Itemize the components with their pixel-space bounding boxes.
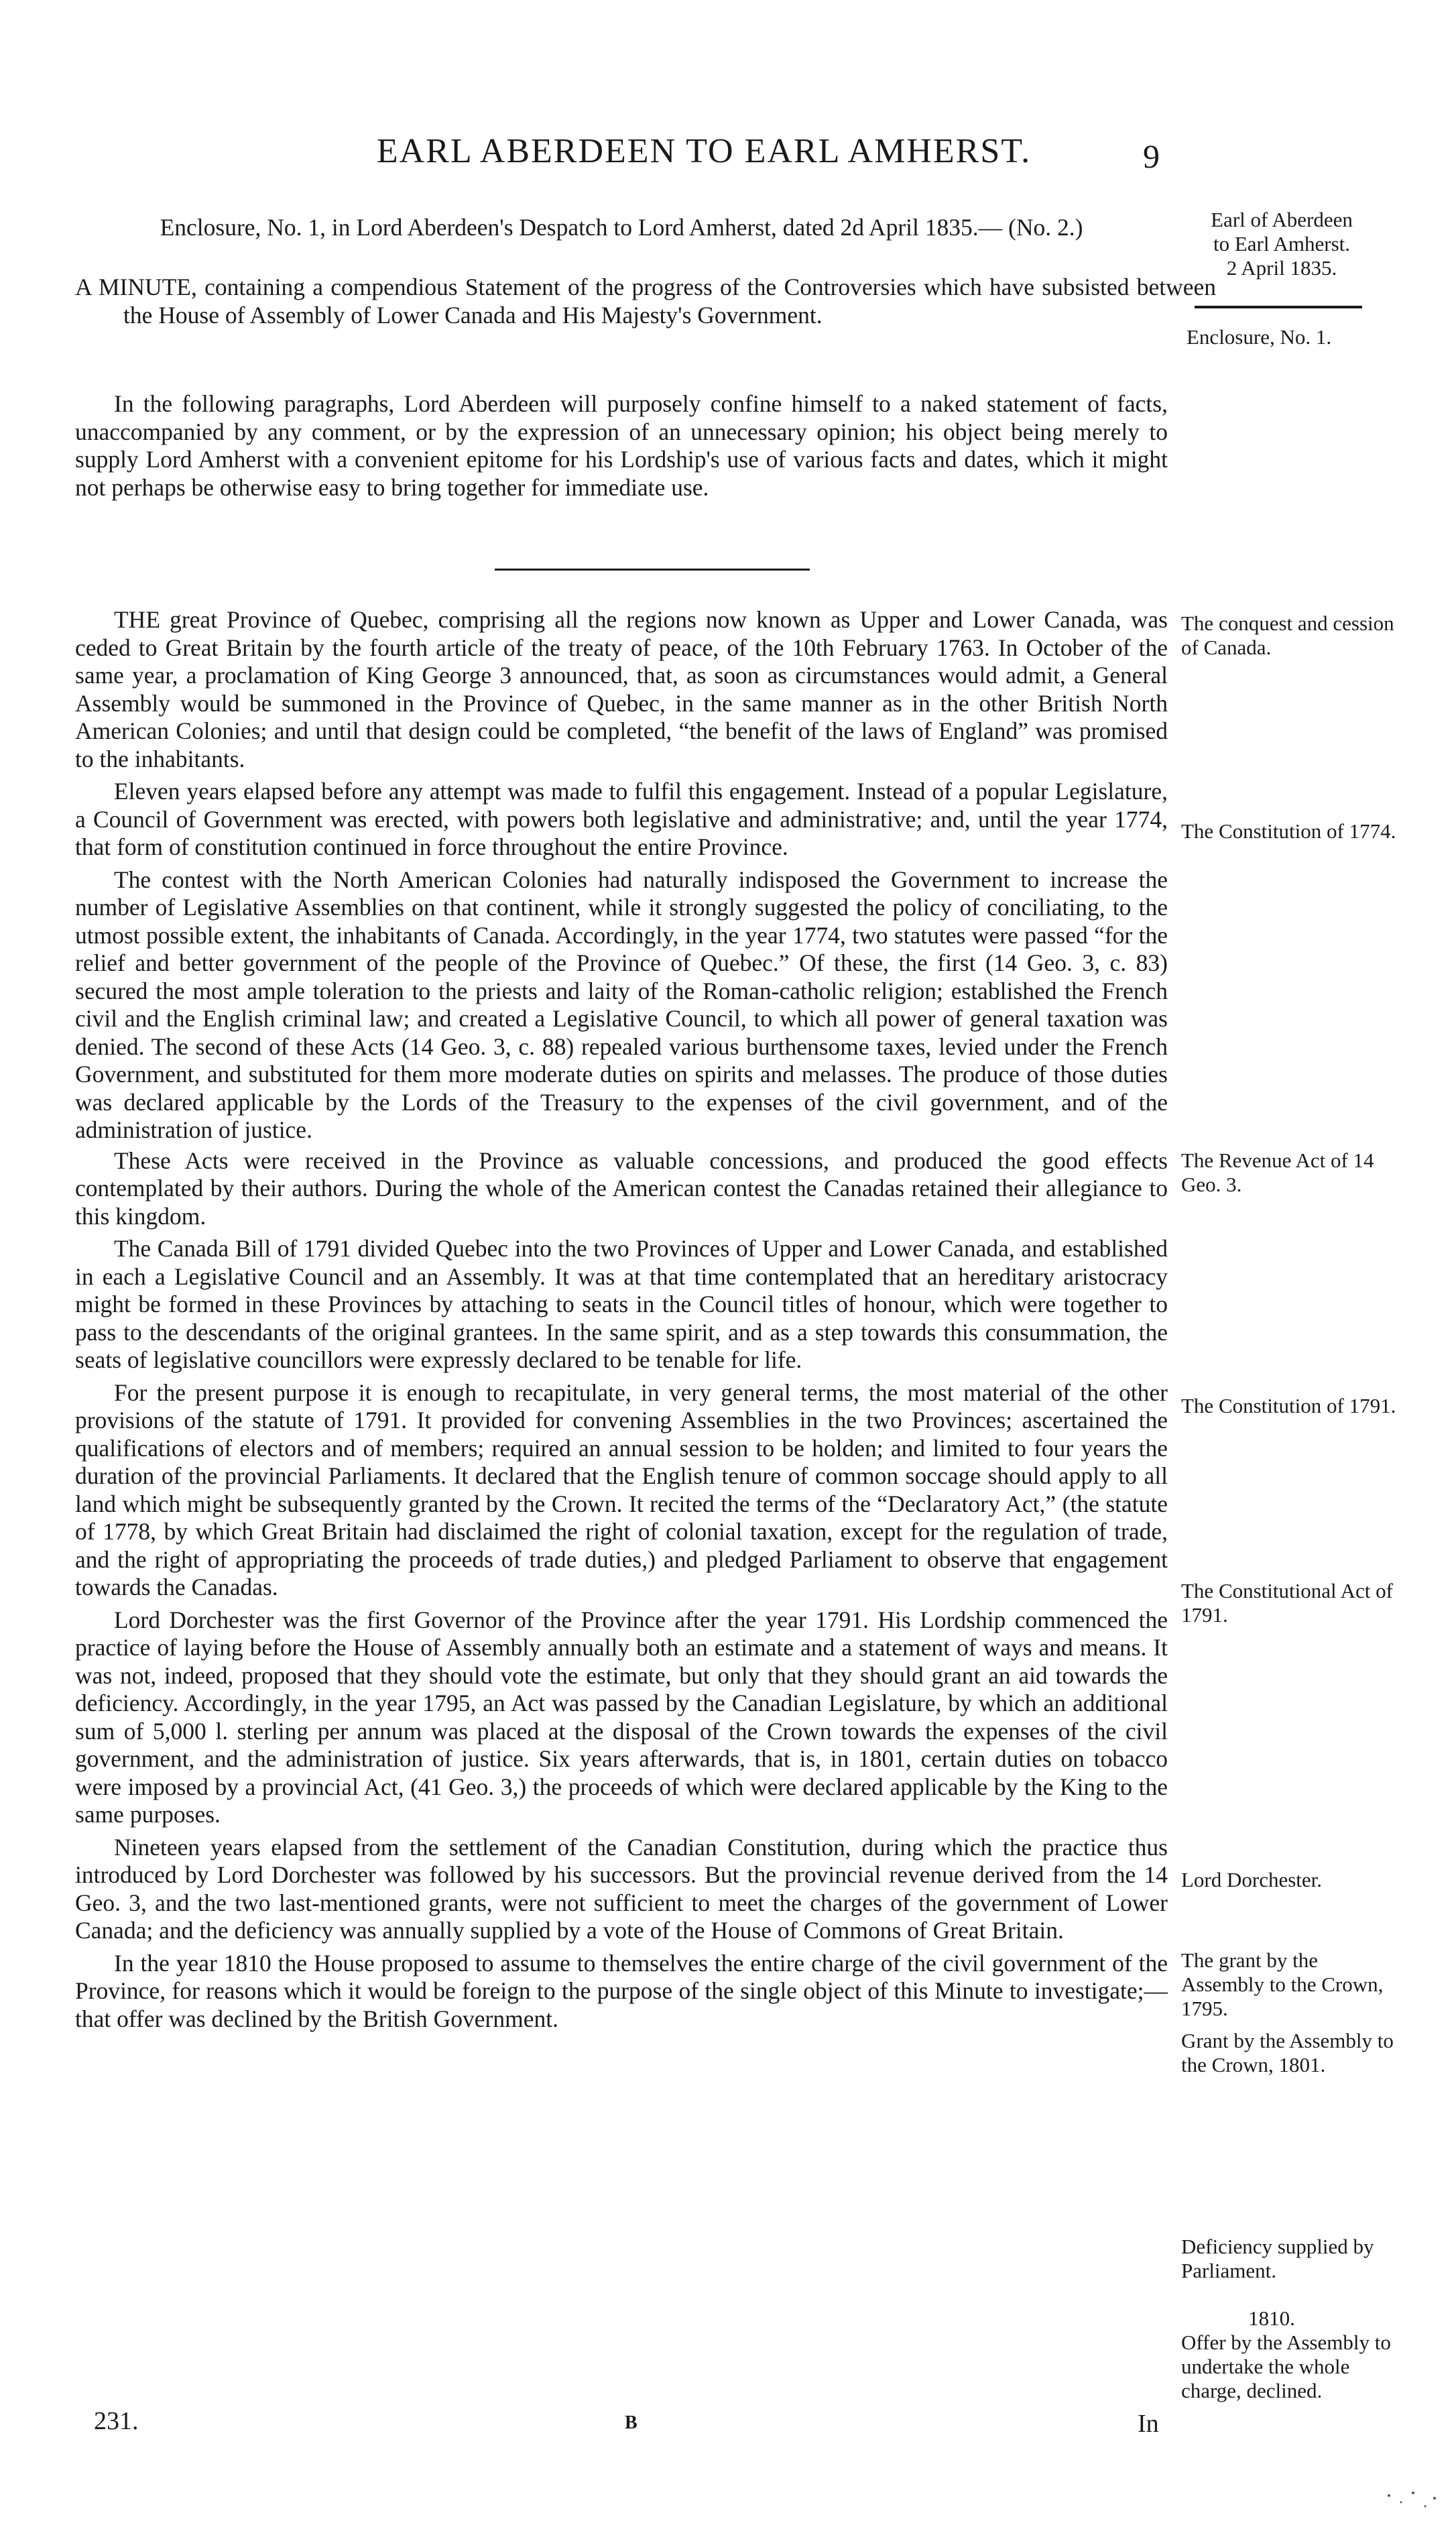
section-divider xyxy=(495,569,810,571)
paragraph-contest: The contest with the North American Colonies had naturally indisposed the Government to increase the number of Legislative Assemblies on that continent, while it strongly suggested the policy of conciliating, to the utmost possible extent, the inhabitants of Canada. Accordingly, in the year 1774, two statutes were passed “for the relief and better government of the people of the Province of Quebec.” Of these, the first (14 Geo. 3, c. 83) secured the most ample toleration to the priests and laity of the Roman-catholic religion; established the French civil and the English criminal law; and created a Legislative Council, to which all power of general taxation was denied. The second of these Acts (14 Geo. 3, c. 88) repealed various burthensome taxes, levied under the French Government, and substituted for them more moderate duties on spirits and melasses. The produce of those duties was declared applicable by the Lords of the Treasury to the expenses of the civil government, and of the administration of justice. xyxy=(75,866,1168,1143)
minute-title: A MINUTE, containing a compendious Statement of the progress of the Controversies which have subsisted between the House of Assembly of Lower Canada and His Majesty's Government. xyxy=(75,274,1216,329)
sidenote-offer-text: Offer by the Assembly to undertake the whole charge, declined. xyxy=(1181,2331,1391,2402)
footer-catchword: In xyxy=(1138,2410,1159,2438)
sidenote-deficiency: Deficiency supplied by Parliament. xyxy=(1181,2235,1374,2282)
sidenote-grant-1795: The grant by the Assembly to the Crown, 1795. xyxy=(1181,1948,1384,2020)
sidenote-grant-1801: Grant by the Assembly to the Crown, 1801. xyxy=(1181,2029,1394,2076)
sidenote-enclosure: Enclosure, No. 1. xyxy=(1187,325,1332,349)
paragraph-1774-constitution: Eleven years elapsed before any attempt was made to fulfil this engagement. Instead of a popular Legislature, a Council of Government was erected, with powers both legislative and administrative; and, until the year 1774, that form of constitution continued in force throughout the entire Province. xyxy=(75,778,1168,860)
sidenote-lord-dorchester: Lord Dorchester. xyxy=(1181,1868,1323,1891)
sidenote-constitution-1791: The Constitution of 1791. xyxy=(1181,1394,1396,1417)
paragraph-conquest: THE great Province of Quebec, comprising all the regions now known as Upper and Lower Canada, was ceded to Great Britain by the fourth article of the treaty of peace, of the 10th February 1763. In October of the same year, a proclamation of King George 3 announced, that, as soon as circumstances would admit, a General Assembly would be summoned in the Province of Quebec, in the same manner as in the other British North American Colonies; and until that design could be completed, “the benefit of the laws of England” was promised to the inhabitants. xyxy=(75,606,1168,772)
sidenote-constitutional-act: The Constitutional Act of 1791. xyxy=(1181,1579,1393,1627)
paragraph-statute-provisions: For the present purpose it is enough to recapitulate, in very general terms, the most material of the other provisions of the statute of 1791. It provided for convening Assemblies in the two Provinces; ascertained the qualifications of electors and of members; required an annual session to be holden; and limited to four years the duration of the provincial Parliaments. It declared that the English tenure of common soccage should apply to all land which might be subsequently granted by the Crown. It recited the terms of the “Declaratory Act,” (the statute of 1778, by which Great Britain had disclaimed the right of colonial taxation, except for the regulation of trade, and the right of appropriating the proceeds of trade duties,) and pledged Parliament to observe that engagement towards the Canadas. xyxy=(75,1378,1168,1600)
sidenote-constitution-1774: The Constitution of 1774. xyxy=(1181,819,1396,843)
sidenote-header xyxy=(1181,208,1382,280)
footer-signature-mark: B xyxy=(625,2412,638,2433)
footer-signature: 231. xyxy=(94,2407,139,2435)
page-number: 9 xyxy=(1143,137,1160,175)
sidenote-header-line2: to Earl Amherst. xyxy=(1213,232,1351,255)
sidenote-rule xyxy=(1195,306,1362,308)
paragraph-canada-bill: The Canada Bill of 1791 divided Quebec into the two Provinces of Upper and Lower Canada, and established in each a Legislative Council and an Assembly. It was at that time contemplated that an hereditary aristocracy might be formed in these Provinces by attaching to seats in the Council titles of honour, which were together to pass to the descendants of the original grantees. In the same spirit, and as a step towards this consummation, the seats of legislative councillors were expressly declared to be tenable for life. xyxy=(75,1235,1168,1373)
sidenote-header-line1: Earl of Aberdeen xyxy=(1211,208,1353,231)
running-title: EARL ABERDEEN TO EARL AMHERST. xyxy=(376,132,1032,170)
paper-specks xyxy=(1381,2487,1441,2514)
sidenote-revenue-act: The Revenue Act of 14 Geo. 3. xyxy=(1181,1149,1374,1196)
enclosure-heading: Enclosure, No. 1, in Lord Aberdeen's Despatch to Lord Amherst, dated 2d April 1835.— (No. 2.) xyxy=(160,214,1083,241)
sidenote-offer-1810 xyxy=(1181,2306,1402,2403)
body-text xyxy=(75,606,1168,2038)
paragraph-1810: In the year 1810 the House proposed to assume to themselves the entire charge of the civil government of the Province, for reasons which it would be foreign to the purpose of the single object of this Minute to investigate;—that offer was declined by the British Government. xyxy=(75,1949,1168,2032)
sidenote-header-date: 2 April 1835. xyxy=(1226,256,1337,280)
sidenote-offer-year: 1810. xyxy=(1248,2306,1295,2330)
sidenote-conquest: The conquest and cession of Canada. xyxy=(1181,611,1394,659)
paragraph-nineteen-years: Nineteen years elapsed from the settlement of the Canadian Constitution, during which the practice thus introduced by Lord Dorchester was followed by his successors. But the provincial revenue derived from the 14 Geo. 3, and the two last-mentioned grants, were not sufficient to meet the charges of the government of Lower Canada; and the deficiency was annually supplied by a vote of the House of Commons of Great Britain. xyxy=(75,1833,1168,1944)
paragraph-acts-received: These Acts were received in the Province as valuable concessions, and produced the good effects contemplated by their authors. During the whole of the American contest the Canadas retained their allegiance to this kingdom. xyxy=(75,1147,1168,1230)
minute-intro: In the following paragraphs, Lord Aberdeen will purposely confine himself to a naked statement of facts, unaccompanied by any comment, or by the expression of an unnecessary opinion; his object being merely to supply Lord Amherst with a convenient epitome for his Lordship's use of various facts and dates, which it might not perhaps be otherwise easy to bring together for immediate use. xyxy=(75,390,1168,501)
paragraph-lord-dorchester: Lord Dorchester was the first Governor of the Province after the year 1791. His Lordship commenced the practice of laying before the House of Assembly annually both an estimate and a statement of ways and means. It was not, indeed, proposed that they should vote the estimate, but only that they should grant an aid towards the deficiency. Accordingly, in the year 1795, an Act was passed by the Canadian Legislature, by which an additional sum of 5,000 l. sterling per annum was placed at the disposal of the Crown towards the expenses of the civil government, and the administration of justice. Six years afterwards, that is, in 1801, certain duties on tobacco were imposed by a provincial Act, (41 Geo. 3,) the proceeds of which were declared applicable by the King to the same purposes. xyxy=(75,1606,1168,1828)
